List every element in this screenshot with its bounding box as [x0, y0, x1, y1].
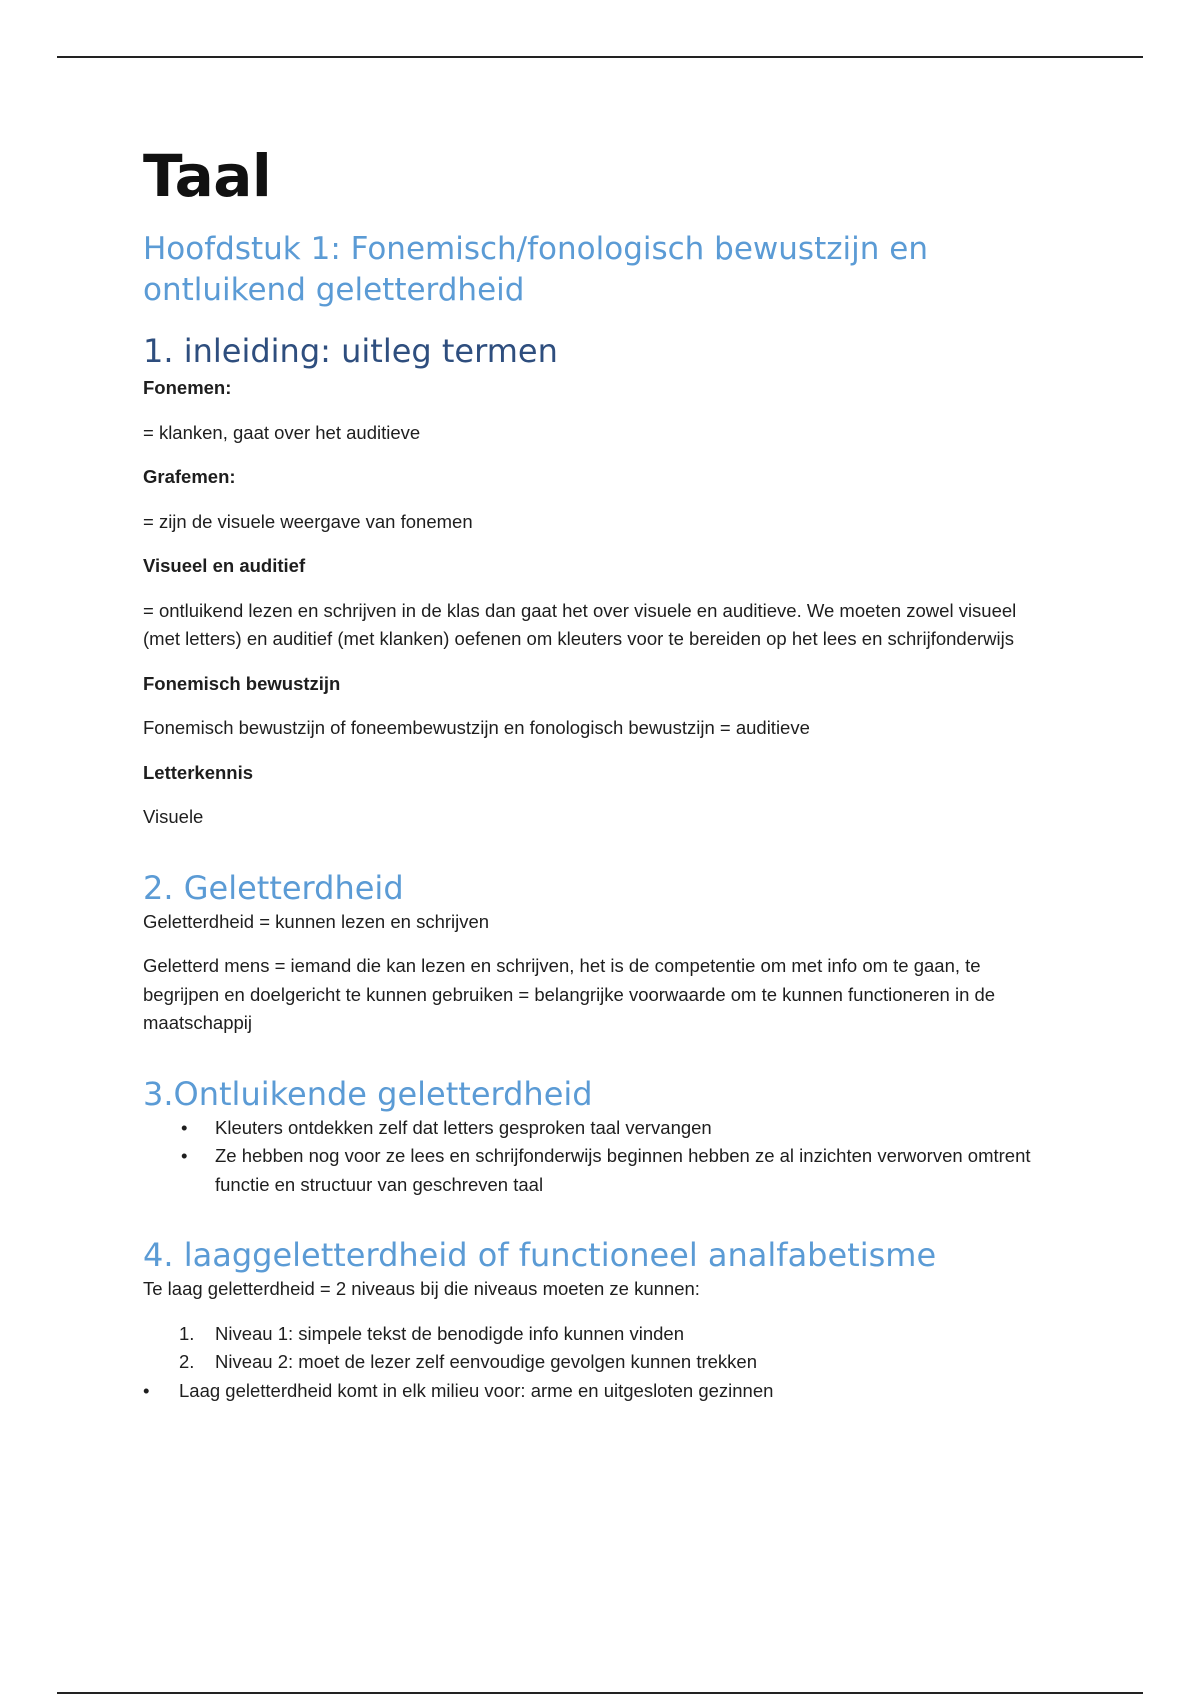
document-title: Taal — [143, 142, 272, 210]
section-3-bullet-list — [143, 1114, 1043, 1200]
section-2-paragraph: Geletterdheid = kunnen lezen en schrijven — [143, 910, 490, 932]
list-number: 2. — [179, 1351, 195, 1372]
term-fonemen: Fonemen: — [143, 377, 232, 398]
definition-letterkennis: Visuele — [143, 806, 204, 827]
section-1-heading: 1. inleiding: uitleg termen — [143, 332, 558, 370]
section-2-heading: 2. Geletterdheid — [143, 868, 404, 907]
list-item-text: Niveau 2: moet de lezer zelf eenvoudige gevolgen kunnen trekken — [215, 1351, 757, 1372]
bottom-rule — [57, 1692, 1143, 1694]
list-number: 1. — [179, 1322, 195, 1344]
term-letterkennis: Letterkennis — [143, 761, 254, 783]
definition-fonemen: = klanken, gaat over het auditieve — [143, 421, 421, 443]
document-page — [143, 130, 1043, 1405]
list-item — [143, 1114, 1043, 1143]
bullet-icon: • — [181, 1116, 188, 1138]
list-item-text: Laag geletterdheid komt in elk milieu voor: arme en uitgesloten gezinnen — [179, 1379, 774, 1401]
term-fonemisch-bewustzijn: Fonemisch bewustzijn — [143, 672, 341, 694]
list-item — [143, 1320, 1043, 1349]
section-3-heading: 3.Ontluikende geletterdheid — [143, 1074, 593, 1113]
list-item-text: Ze hebben nog voor ze lees en schrijfonderwijs beginnen hebben ze al inzichten verworven omtrent functie en structuur van geschreven taal — [215, 1145, 1031, 1195]
list-item — [143, 1348, 1043, 1377]
term-grafemen: Grafemen: — [143, 466, 236, 487]
bullet-icon: • — [143, 1379, 150, 1401]
list-item-text: Kleuters ontdekken zelf dat letters gesproken taal vervangen — [215, 1116, 712, 1138]
definition-visueel-auditief: = ontluikend lezen en schrijven in de klas dan gaat het over visuele en auditieve. We moeten zowel visueel (met letters) en auditief (met klanken) oefenen om kleuters voor te bereiden op het lees en schrijfonderwijs — [143, 599, 1017, 649]
top-rule — [57, 56, 1143, 58]
section-4-intro: Te laag geletterdheid = 2 niveaus bij die niveaus moeten ze kunnen: — [143, 1278, 700, 1299]
section-4-numbered-list — [143, 1320, 1043, 1377]
chapter-heading: Hoofdstuk 1: Fonemisch/fonologisch bewustzijn en ontluikend geletterdheid — [143, 231, 928, 308]
definition-fonemisch-bewustzijn: Fonemisch bewustzijn of foneembewustzijn en fonologisch bewustzijn = auditieve — [143, 717, 810, 738]
list-item — [143, 1142, 1043, 1199]
list-item — [143, 1377, 1043, 1406]
bullet-icon: • — [181, 1145, 188, 1166]
definition-grafemen: = zijn de visuele weergave van fonemen — [143, 510, 473, 532]
section-2-paragraph: Geletterd mens = iemand die kan lezen en schrijven, het is de competentie om met info om te gaan, te begrijpen en doelgericht te kunnen gebruiken = belangrijke voorwaarde om te kunnen functioneren in de maatschappij — [143, 955, 996, 1033]
list-item-text: Niveau 1: simpele tekst de benodigde info kunnen vinden — [215, 1322, 684, 1344]
term-visueel-auditief: Visueel en auditief — [143, 555, 306, 576]
section-4-heading: 4. laaggeletterdheid of functioneel analfabetisme — [143, 1236, 937, 1274]
